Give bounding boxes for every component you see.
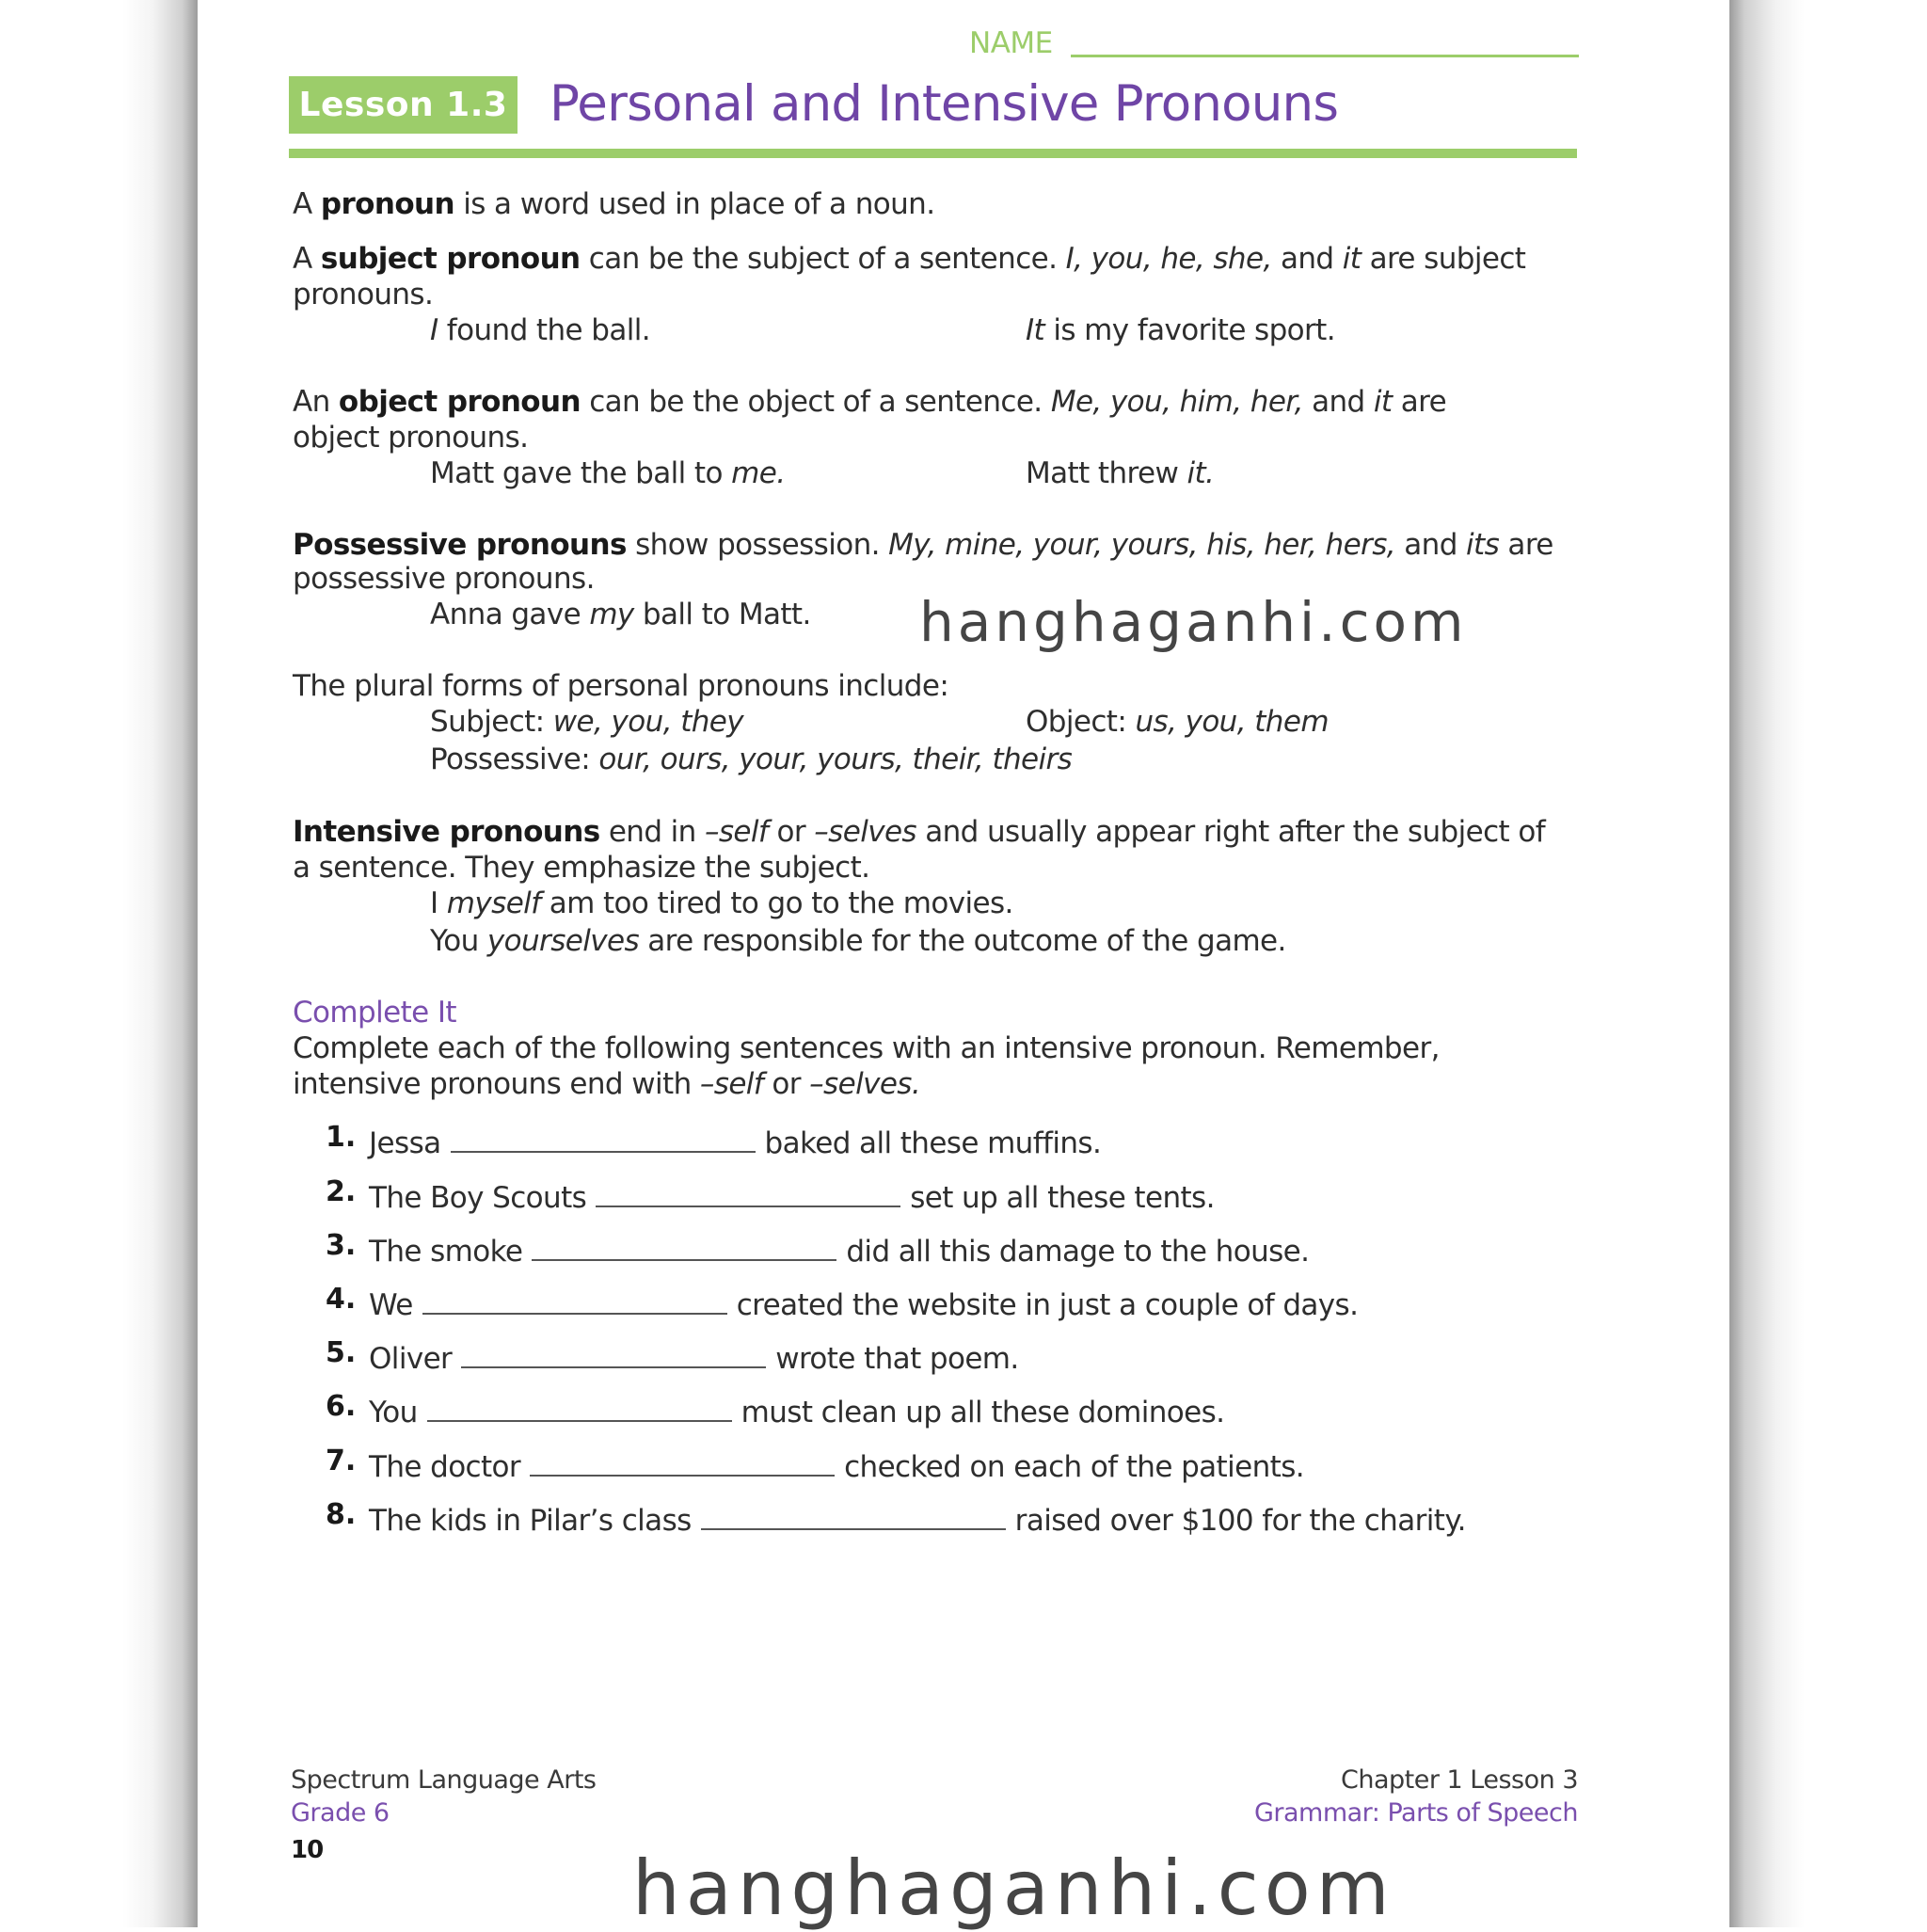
subject-pronoun-definition-cont xyxy=(293,280,433,310)
object-pronoun-definition-cont xyxy=(293,423,528,453)
exercise-instructions-cont xyxy=(293,1067,921,1101)
italic-text: –self xyxy=(699,1067,764,1101)
exercise-item-before: The smoke xyxy=(369,1235,523,1269)
italic-text: My, mine, your, yours, his, her, hers, xyxy=(888,528,1396,562)
exercise-item xyxy=(369,1338,1019,1374)
exercise-item-after: checked on each of the patients. xyxy=(844,1450,1305,1484)
exercise-item-before: Jessa xyxy=(369,1126,441,1160)
text-segment: am too tired to go to the movies. xyxy=(540,886,1013,920)
text-segment: An xyxy=(293,385,339,419)
text-segment: or xyxy=(768,815,815,849)
answer-blank[interactable] xyxy=(461,1338,766,1368)
text-segment: show possession. xyxy=(626,528,889,562)
name-input-line[interactable] xyxy=(1071,55,1579,57)
exercise-item-before: The doctor xyxy=(369,1450,521,1484)
exercise-item xyxy=(369,1500,1466,1536)
text-segment: object pronouns. xyxy=(293,421,529,455)
bold-term: pronoun xyxy=(320,187,454,221)
italic-text: we, you, they xyxy=(552,705,744,739)
italic-text: I, you, he, she, xyxy=(1065,242,1272,276)
italic-text: it xyxy=(1373,385,1393,419)
text-segment: or xyxy=(763,1067,810,1101)
exercise-item-after: raised over $100 for the charity. xyxy=(1014,1504,1466,1538)
lesson-title: Personal and Intensive Pronouns xyxy=(549,75,1339,133)
text-segment: are subject xyxy=(1361,242,1526,276)
exercise-item-number: 8. xyxy=(326,1498,357,1531)
footer-chapter-lesson: Chapter 1 Lesson 3 xyxy=(1341,1765,1578,1795)
answer-blank[interactable] xyxy=(422,1285,727,1315)
bold-term: object pronoun xyxy=(338,385,581,419)
answer-blank[interactable] xyxy=(427,1392,732,1422)
exercise-item-number: 4. xyxy=(326,1283,357,1316)
possessive-pronoun-definition xyxy=(293,528,1553,562)
header-divider xyxy=(289,149,1577,158)
text-segment: ball to Matt. xyxy=(633,598,811,631)
bold-term: Intensive pronouns xyxy=(293,815,600,849)
watermark-text: hanghaganhi.com xyxy=(919,590,1468,654)
text-segment: A xyxy=(293,187,321,221)
bold-term: subject pronoun xyxy=(320,242,581,276)
text-segment: Matt gave the ball to xyxy=(430,456,732,490)
italic-text: It xyxy=(1026,313,1045,347)
subject-example-2 xyxy=(1026,313,1335,347)
text-segment: found the ball. xyxy=(438,313,650,347)
exercise-item-before: You xyxy=(369,1396,418,1429)
text-segment: and xyxy=(1271,242,1343,276)
possessive-pronoun-definition-cont xyxy=(293,562,595,596)
text-segment: are xyxy=(1499,528,1553,562)
answer-blank[interactable] xyxy=(532,1231,836,1261)
exercise-item-number: 7. xyxy=(326,1445,357,1477)
object-pronoun-definition xyxy=(293,385,1447,419)
text-segment: can be the object of a sentence. xyxy=(580,385,1051,419)
exercise-item-after: must clean up all these dominoes. xyxy=(741,1396,1225,1429)
text-segment: Complete each of the following sentences with an intensive pronoun. Remember, xyxy=(293,1031,1440,1065)
exercise-instructions xyxy=(293,1031,1440,1065)
answer-blank[interactable] xyxy=(701,1500,1006,1530)
exercise-item-before: The Boy Scouts xyxy=(369,1181,587,1215)
pronoun-definition xyxy=(293,187,935,221)
exercise-item-after: wrote that poem. xyxy=(775,1342,1019,1376)
text-segment: and xyxy=(1395,528,1467,562)
exercise-item-after: created the website in just a couple of days. xyxy=(736,1288,1359,1322)
text-segment: can be the subject of a sentence. xyxy=(580,242,1066,276)
exercise-item xyxy=(369,1285,1358,1320)
complete-it-heading: Complete It xyxy=(293,996,456,1030)
footer-grade: Grade 6 xyxy=(291,1798,390,1828)
text-segment: Subject: xyxy=(430,705,553,739)
text-segment: is a word used in place of a noun. xyxy=(454,187,935,221)
italic-text: –selves. xyxy=(809,1067,921,1101)
exercise-item-number: 2. xyxy=(326,1175,357,1208)
answer-blank[interactable] xyxy=(596,1177,900,1207)
exercise-item xyxy=(369,1231,1309,1267)
exercise-item-number: 6. xyxy=(326,1390,357,1423)
text-segment: The plural forms of personal pronouns include: xyxy=(293,669,949,703)
italic-text: I xyxy=(430,313,438,347)
lesson-badge: Lesson 1.3 xyxy=(289,76,518,134)
text-segment: a sentence. They emphasize the subject. xyxy=(293,851,870,885)
name-label: NAME xyxy=(969,26,1053,60)
text-segment: Anna gave xyxy=(430,598,590,631)
footer-topic: Grammar: Parts of Speech xyxy=(1253,1798,1578,1828)
possessive-example-1 xyxy=(430,600,811,630)
italic-text: us, you, them xyxy=(1135,705,1329,739)
text-segment: intensive pronouns end with xyxy=(293,1067,700,1101)
exercise-item-after: did all this damage to the house. xyxy=(846,1235,1310,1269)
italic-text: –selves xyxy=(814,815,916,849)
exercise-item xyxy=(369,1177,1215,1213)
object-example-1 xyxy=(430,456,786,490)
exercise-item xyxy=(369,1123,1101,1158)
plural-object-pronouns xyxy=(1026,705,1329,739)
exercise-item-before: Oliver xyxy=(369,1342,453,1376)
watermark-text-bottom: hanghaganhi.com xyxy=(632,1844,1395,1932)
text-segment: A xyxy=(293,242,321,276)
italic-text: our, ours, your, yours, their, theirs xyxy=(598,742,1073,776)
page-number: 10 xyxy=(291,1836,324,1864)
answer-blank[interactable] xyxy=(530,1446,835,1477)
intensive-pronoun-definition xyxy=(293,815,1546,849)
italic-text: its xyxy=(1466,528,1500,562)
plural-possessive-pronouns xyxy=(430,742,1073,776)
plural-forms-intro xyxy=(293,669,949,703)
text-segment: are responsible for the outcome of the game. xyxy=(639,924,1286,958)
exercise-item-before: The kids in Pilar’s class xyxy=(369,1504,692,1538)
text-segment: is my favorite sport. xyxy=(1044,313,1335,347)
answer-blank[interactable] xyxy=(451,1123,756,1153)
italic-text: Me, you, him, her, xyxy=(1050,385,1303,419)
italic-text: myself xyxy=(446,886,541,920)
italic-text: my xyxy=(589,598,634,631)
intensive-example-2 xyxy=(430,924,1286,958)
object-example-2 xyxy=(1026,456,1215,490)
subject-example-1 xyxy=(430,313,650,347)
exercise-item-number: 3. xyxy=(326,1229,357,1262)
italic-text: yourselves xyxy=(486,924,640,958)
page-shadow-left xyxy=(122,0,198,1927)
exercise-item xyxy=(369,1446,1304,1482)
text-segment: I xyxy=(430,886,447,920)
intensive-pronoun-definition-cont xyxy=(293,851,870,885)
page-shadow-right xyxy=(1729,0,1805,1927)
exercise-item-after: baked all these muffins. xyxy=(764,1126,1102,1160)
text-segment: are xyxy=(1392,385,1447,419)
italic-text: me. xyxy=(731,456,786,490)
text-segment: Possessive: xyxy=(430,742,599,776)
exercise-item xyxy=(369,1392,1224,1428)
text-segment: Object: xyxy=(1026,705,1136,739)
text-segment: You xyxy=(430,924,487,958)
intensive-example-1 xyxy=(430,886,1013,920)
exercise-item-before: We xyxy=(369,1288,413,1322)
plural-subject-pronouns xyxy=(430,705,744,739)
italic-text: it. xyxy=(1186,456,1215,490)
italic-text: –self xyxy=(704,815,769,849)
text-segment: possessive pronouns. xyxy=(293,562,595,596)
exercise-item-after: set up all these tents. xyxy=(910,1181,1215,1215)
subject-pronoun-definition xyxy=(293,242,1526,276)
text-segment: and xyxy=(1302,385,1374,419)
text-segment: pronouns. xyxy=(293,278,434,311)
italic-text: it xyxy=(1342,242,1362,276)
exercise-item-number: 5. xyxy=(326,1336,357,1369)
text-segment: and usually appear right after the subject of xyxy=(916,815,1546,849)
text-segment: end in xyxy=(599,815,705,849)
bold-term: Possessive pronouns xyxy=(293,528,627,562)
text-segment: Matt threw xyxy=(1026,456,1187,490)
footer-book-title: Spectrum Language Arts xyxy=(291,1765,597,1795)
exercise-item-number: 1. xyxy=(326,1121,357,1154)
